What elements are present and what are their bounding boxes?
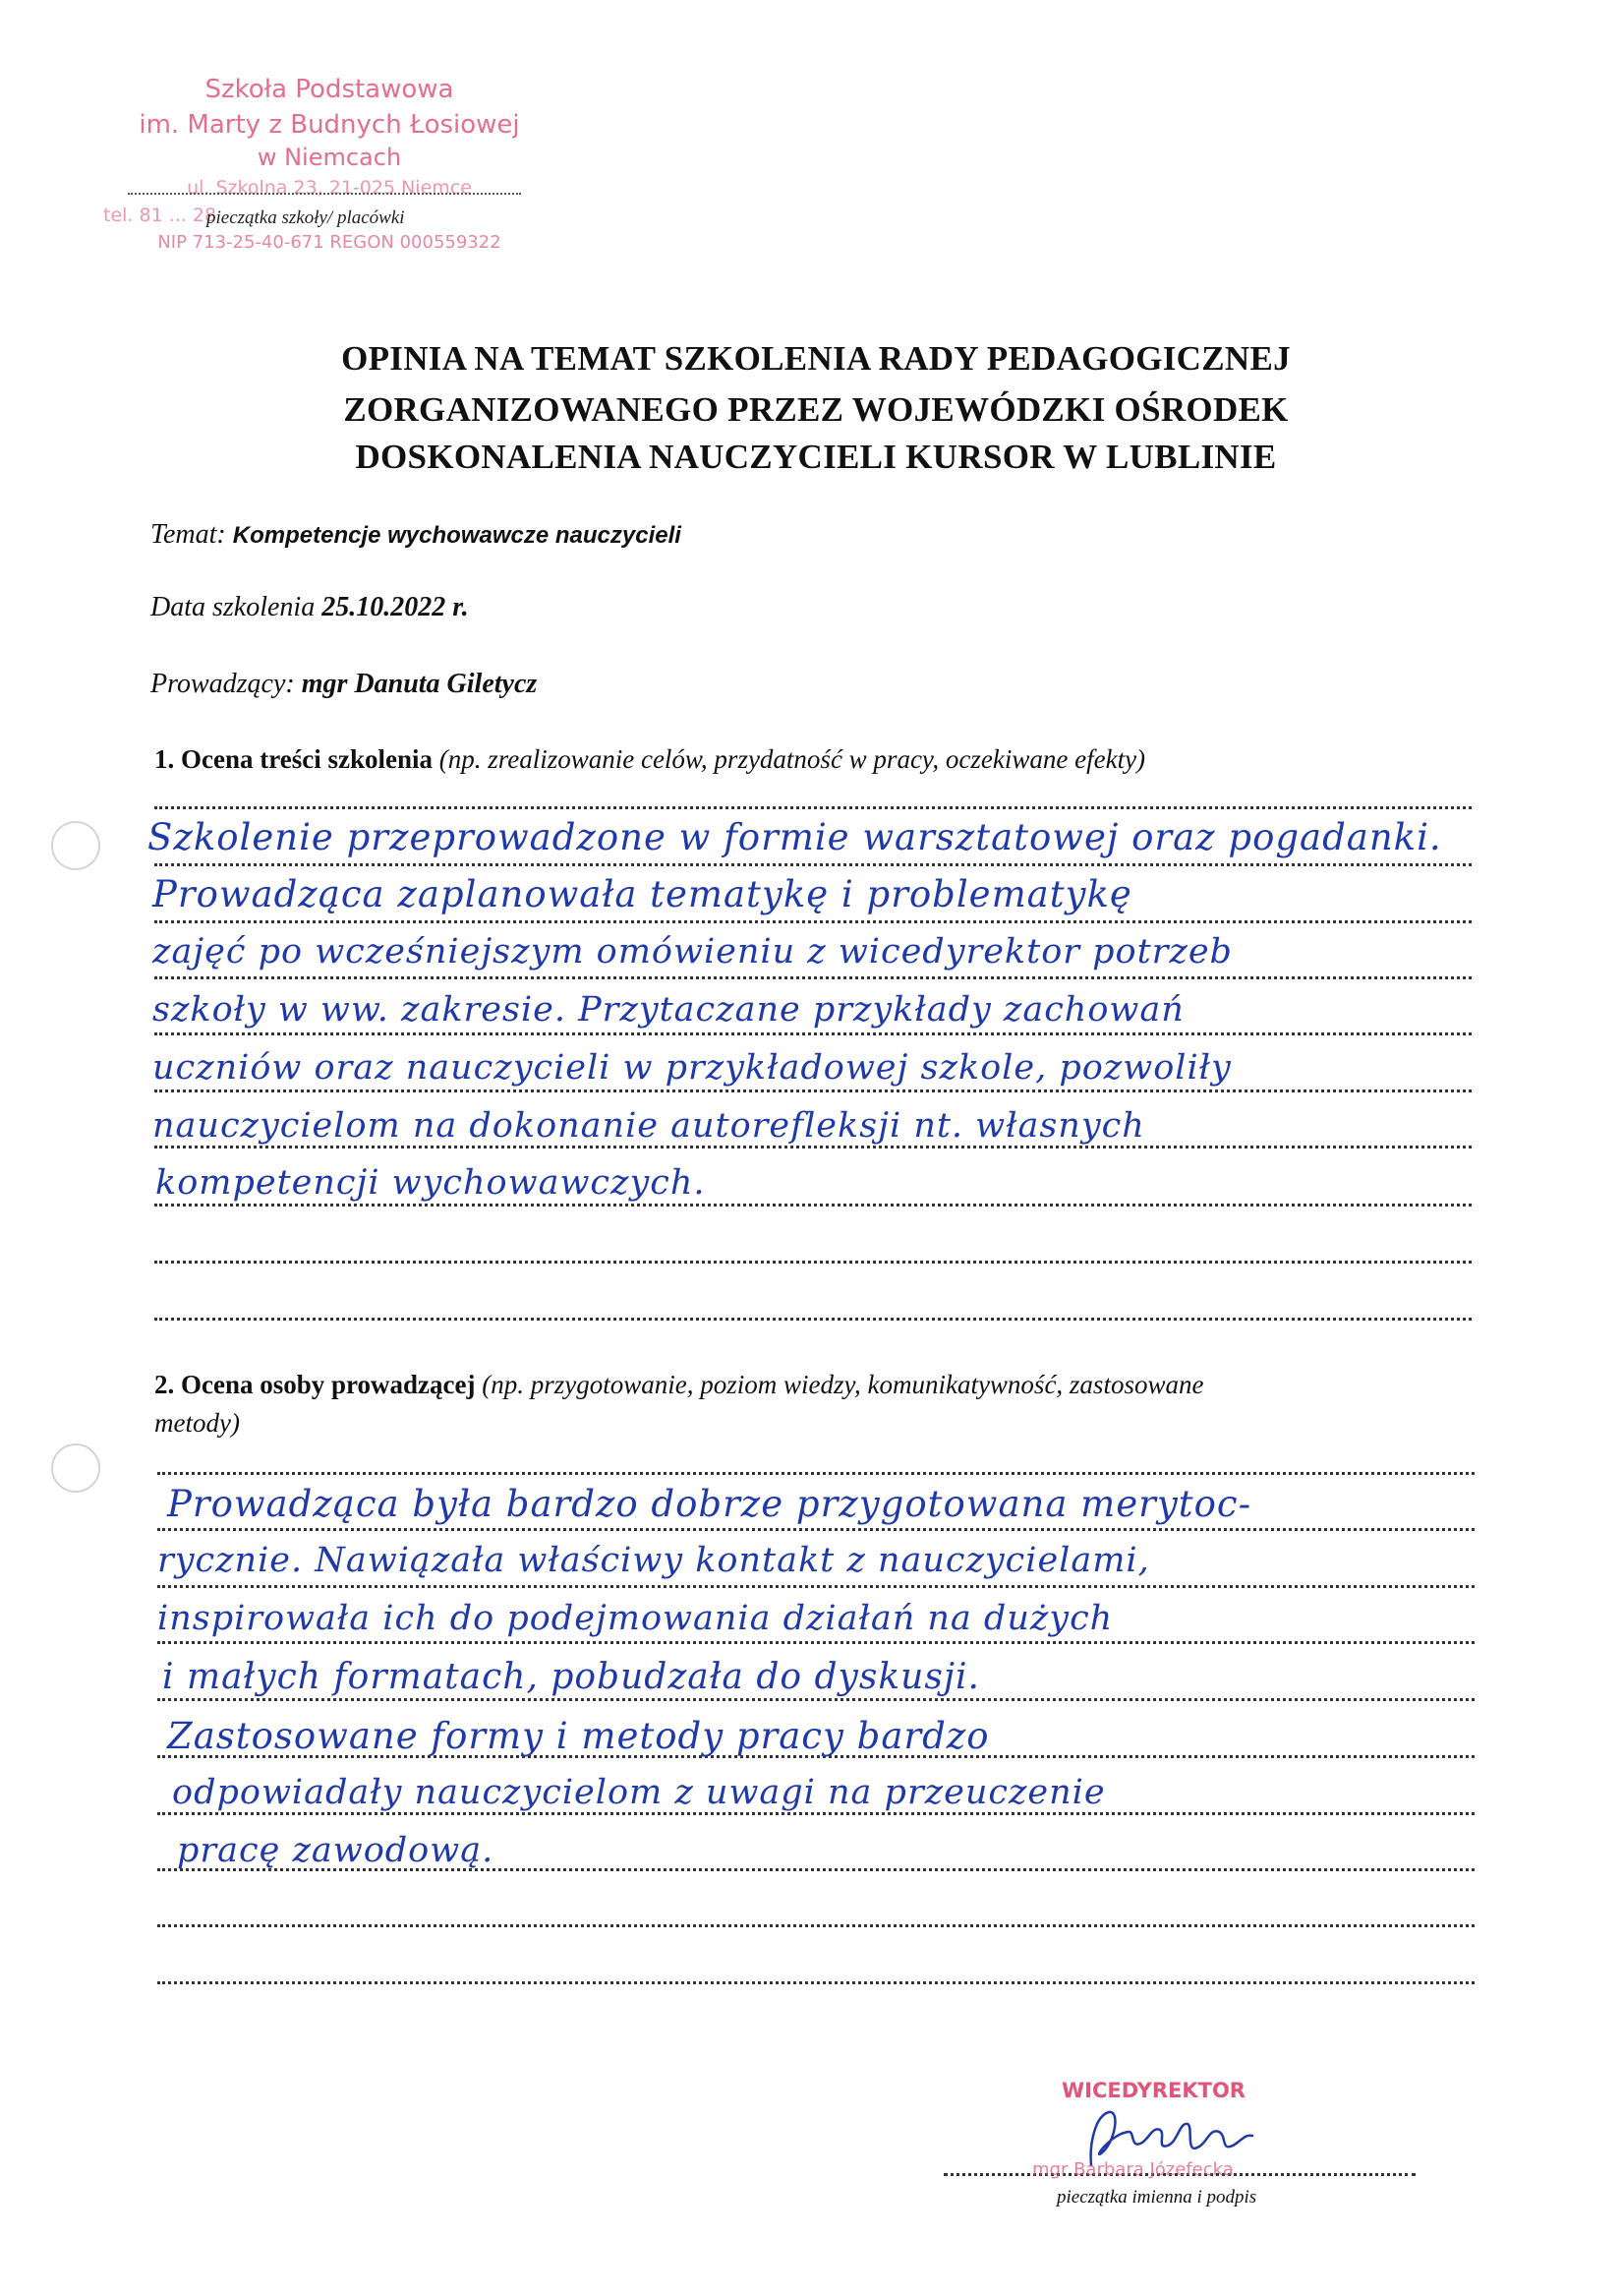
writing-line xyxy=(154,976,1472,979)
punch-hole-top xyxy=(51,821,100,870)
handwritten-line: inspirowała ich do podejmowania działań na dużych xyxy=(157,1599,1114,1638)
handwritten-line: rycznie. Nawiązała właściwy kontakt z nauczycielami, xyxy=(157,1541,1150,1580)
section2-title: 2. Ocena osoby prowadzącej xyxy=(154,1370,476,1399)
handwritten-line: Szkolenie przeprowadzone w formie warsztatowej oraz pogadanki. xyxy=(147,816,1442,858)
section2-hint-2: metody) xyxy=(154,1408,240,1438)
signature-caption: pieczątka imienna i podpis xyxy=(1057,2187,1257,2208)
writing-line xyxy=(154,1146,1472,1148)
punch-hole-bottom xyxy=(51,1443,100,1493)
writing-line xyxy=(154,920,1472,923)
section2-hint: (np. przygotowanie, poziom wiedzy, komunikatywność, zastosowane xyxy=(482,1370,1204,1399)
section1-title: 1. Ocena treści szkolenia xyxy=(154,744,433,774)
writing-line xyxy=(154,1318,1472,1321)
handwritten-line: nauczycielom na dokonanie autorefleksji nt. własnych xyxy=(152,1106,1145,1146)
writing-line xyxy=(157,1472,1475,1475)
handwritten-line: Zastosowane formy i metody pracy bardzo xyxy=(167,1715,990,1757)
writing-line xyxy=(154,863,1472,866)
date-label: Data szkolenia xyxy=(150,592,316,622)
section1-heading xyxy=(154,744,1145,775)
writing-line xyxy=(157,1698,1475,1701)
stamp-line-3: w Niemcach xyxy=(257,144,402,171)
writing-line xyxy=(154,1261,1472,1264)
stamp-caption: pieczątka szkoły/ placówki xyxy=(206,207,405,228)
stamp-line-5: tel. 81 ... 28 xyxy=(103,205,217,226)
stamp-line-4: ul. Szkolna 23, 21-025 Niemce xyxy=(187,177,472,199)
position-stamp: WICEDYREKTOR xyxy=(1062,2079,1246,2102)
writing-line xyxy=(157,1641,1475,1644)
writing-line xyxy=(154,1204,1472,1207)
trainer-field xyxy=(150,669,537,700)
document-title-line-2: ZORGANIZOWANEGO PRZEZ WOJEWÓDZKI OŚRODEK xyxy=(343,390,1289,429)
writing-line xyxy=(154,1032,1472,1035)
handwritten-line: odpowiadały nauczycielom z uwagi na przeuczenie xyxy=(172,1773,1106,1812)
section2-heading xyxy=(154,1370,1203,1400)
date-value: 25.10.2022 r. xyxy=(321,592,469,622)
handwritten-line: szkoły w ww. zakresie. Przytaczane przykłady zachowań xyxy=(152,990,1185,1030)
writing-line xyxy=(157,1924,1475,1927)
topic-value: Kompetencje wychowawcze nauczycieli xyxy=(232,522,681,549)
name-stamp: mgr Barbara Józefecka xyxy=(1032,2159,1234,2180)
trainer-label: Prowadzący: xyxy=(150,669,295,699)
topic-label: Temat: xyxy=(150,519,226,550)
handwritten-line: zajęć po wcześniejszym omówieniu z wicedyrektor potrzeb xyxy=(152,932,1233,971)
date-field xyxy=(150,592,469,623)
writing-line xyxy=(154,1089,1472,1092)
writing-line xyxy=(157,1585,1475,1588)
stamp-line-2: im. Marty z Budnych Łosiowej xyxy=(139,110,520,140)
section1-hint: (np. zrealizowanie celów, przydatność w pracy, oczekiwane efekty) xyxy=(438,744,1146,774)
handwritten-line: uczniów oraz nauczycieli w przykładowej szkole, pozwoliły xyxy=(152,1048,1232,1088)
writing-line xyxy=(157,1528,1475,1531)
writing-line xyxy=(157,1812,1475,1815)
document-title-line-1: OPINIA NA TEMAT SZKOLENIA RADY PEDAGOGICZNEJ xyxy=(341,339,1291,378)
handwritten-line: Prowadząca zaplanowała tematykę i problematykę xyxy=(152,873,1132,915)
handwritten-line: pracę zawodową. xyxy=(177,1831,494,1870)
section2-heading-cont xyxy=(154,1408,240,1439)
topic-field xyxy=(150,519,681,551)
trainer-value: mgr Danuta Giletycz xyxy=(301,669,538,699)
handwritten-line: i małych formatach, pobudzała do dyskusji. xyxy=(162,1657,980,1697)
writing-line xyxy=(154,806,1472,809)
writing-line xyxy=(157,1981,1475,1984)
stamp-line-1: Szkoła Podstawowa xyxy=(204,75,454,104)
handwritten-line: Prowadząca była bardzo dobrze przygotowana merytoc- xyxy=(167,1483,1252,1525)
handwritten-line: kompetencji wychowawczych. xyxy=(155,1163,706,1203)
document-title-line-3: DOSKONALENIA NAUCZYCIELI KURSOR W LUBLINIE xyxy=(355,438,1277,476)
stamp-line-6: NIP 713-25-40-671 REGON 000559322 xyxy=(157,232,501,253)
stamp-dotted-line xyxy=(128,193,521,195)
